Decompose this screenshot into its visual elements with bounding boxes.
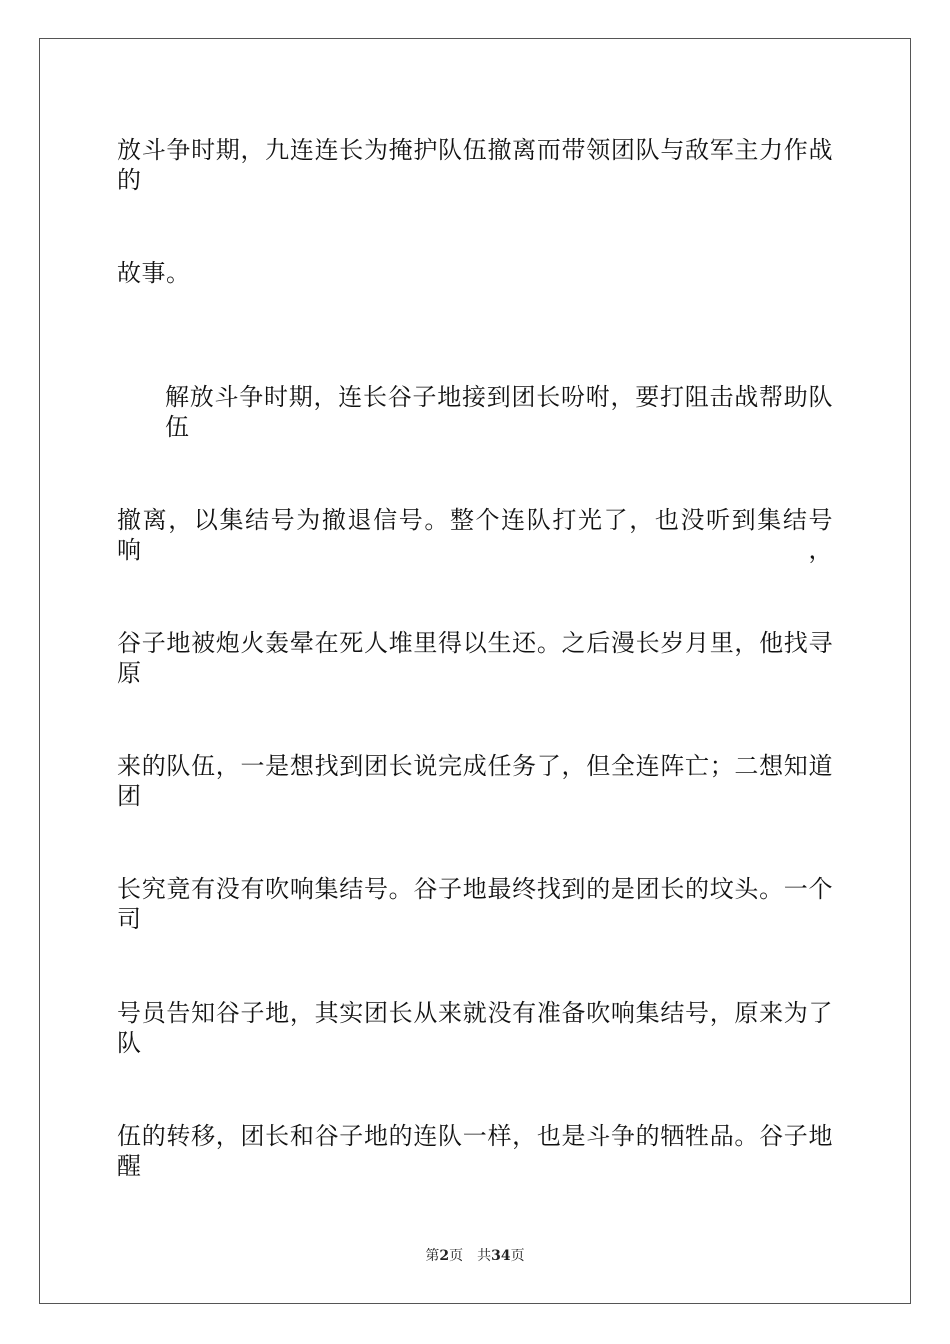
paragraph-line-8: 号员告知谷子地，其实团长从来就没有准备吹响集结号，原来为了队 (117, 999, 833, 1057)
paragraph-line-7: 长究竟有没有吹响集结号。谷子地最终找到的是团长的坟头。一个司 (117, 875, 833, 933)
paragraph-line-4: 撤离，以集结号为撤退信号。整个连队打光了，也没听到集结号响， (117, 506, 833, 564)
footer-total-pages: 34 (491, 1248, 511, 1264)
page-border (39, 38, 911, 1304)
paragraph-line-6: 来的队伍，一是想找到团长说完成任务了，但全连阵亡；二想知道团 (117, 752, 833, 810)
paragraph-line-3: 解放斗争时期，连长谷子地接到团长吩咐，要打阻击战帮助队伍 (165, 383, 833, 441)
footer-page-prefix: 第 (425, 1248, 440, 1264)
page-footer (0, 1247, 950, 1265)
footer-total-suffix: 页 (510, 1248, 525, 1264)
paragraph-line-2: 故事。 (117, 259, 191, 287)
footer-page-suffix: 页 (449, 1248, 464, 1264)
paragraph-line-9: 伍的转移，团长和谷子地的连队一样，也是斗争的牺牲品。谷子地醒 (117, 1122, 833, 1180)
footer-total-prefix: 共 (477, 1248, 492, 1264)
paragraph-line-1: 放斗争时期，九连连长为掩护队伍撤离而带领团队与敌军主力作战的 (117, 136, 833, 194)
footer-page-number: 2 (439, 1248, 450, 1264)
paragraph-line-5: 谷子地被炮火轰晕在死人堆里得以生还。之后漫长岁月里，他找寻原 (117, 629, 833, 687)
